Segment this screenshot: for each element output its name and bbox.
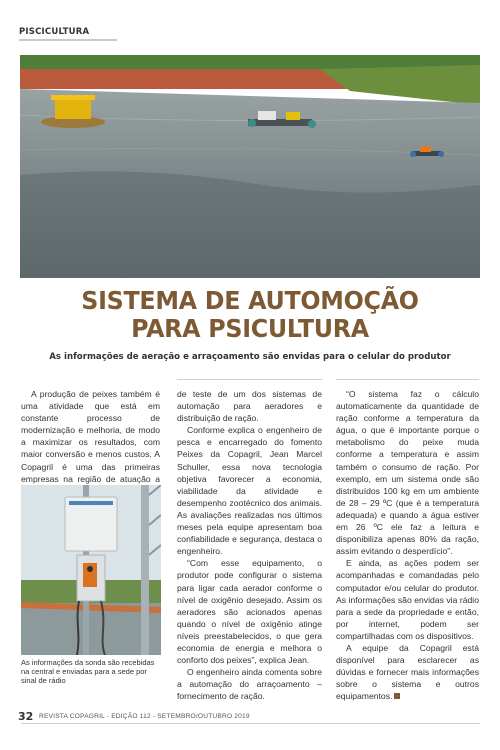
column-1 [21,388,160,497]
photo-control-box [21,485,161,655]
title-line-1: SISTEMA DE AUTOMOÇÃO [81,286,419,315]
control-box-illustration [21,485,161,655]
paragraph: Conforme explica o engenheiro de pesca e encarregado do fomento Peixes da Copagril, Jean Marcel Schuller, essa nova tecnologia objetiva favorecer a economia, viabilidade da atividade e desempenho zootécnico dos animais. As avaliações realizadas nos últimos meses pela equipe apresentam boa confiabilidade e segurança, destaca o engenheiro. [177,425,322,557]
footer-rule [21,723,480,724]
section-tag: PISCICULTURA [19,27,90,37]
footer-publication: REVISTA COPAGRIL - EDIÇÃO 112 - SETEMBRO/OUTUBRO 2019 [39,713,250,720]
column-3 [336,388,479,702]
paragraph-text: A equipe da Copagril está disponível para esclarecer as dúvidas e fornecer mais informações sobre o sistema e outros equipamentos. [336,642,479,702]
paragraph: “O sistema faz o cálculo automaticamente da quantidade de ração conforme a temperatura da água, o que é importante porque o metabolismo do peixe muda conforme a temperatura e assim também o consumo de ração. Por exemplo, em um sistema onde são distribuídos 100 kg em um ambiente de 28 – 29 ºC (que é a temperatura adequada) e quando a água estiver em 26 ºC ele faz a leitura e disponibiliza apenas 80% da ração, assim evitando o desperdício”. [336,389,479,557]
paragraph: A produção de peixes também é uma atividade que está em constante processo de modernização e melhoria, de modo a maximizar os resultados, com maior conversão e menos custos. A Copagril é uma das primeiras empresas na região de atuação a [21,389,160,484]
column-rule [177,379,322,380]
title-line-2: PARA PSICULTURA [131,314,369,343]
paragraph: “Com esse equipamento, o produtor pode configurar o sistema para ligar cada aerador conforme o nível de oxigênio desejado. Assim os aeradores são acionados apenas quando o nível de oxigênio atinge níveis preestabelecidos, o que gera economia de energia e melhora o conforto dos peixes”, explica Jean. [177,558,322,666]
paragraph: E ainda, as ações podem ser acompanhadas e comandadas pelo computador e/ou celular do produtor. As informações são envidas via rádio para a sede da propriedade e então, por internet, podem ser compartilhadas com os dispositivos. [336,558,479,641]
article-title [13,287,488,343]
paragraph: de teste de um dos sistemas de automação para aeradores e distribuição de ração. [177,389,322,424]
photo-caption: As informações da sonda são recebidas na central e enviadas para a sede por sinal de rádio [21,658,155,686]
paragraph: O engenheiro ainda comenta sobre a automação do arraçoamento – fornecimento de ração. [177,667,322,702]
section-rule [19,39,117,41]
hero-photo-fish-pond [20,55,480,278]
paragraph-final [336,642,479,702]
page-number: 32 [18,710,34,723]
column-rule [336,379,479,380]
column-2 [177,388,322,702]
end-of-article-mark [394,693,400,699]
pond-illustration [20,55,480,278]
article-deck: As informações de aeração e arraçoamento são envidas para o celular do produtor [49,352,451,362]
